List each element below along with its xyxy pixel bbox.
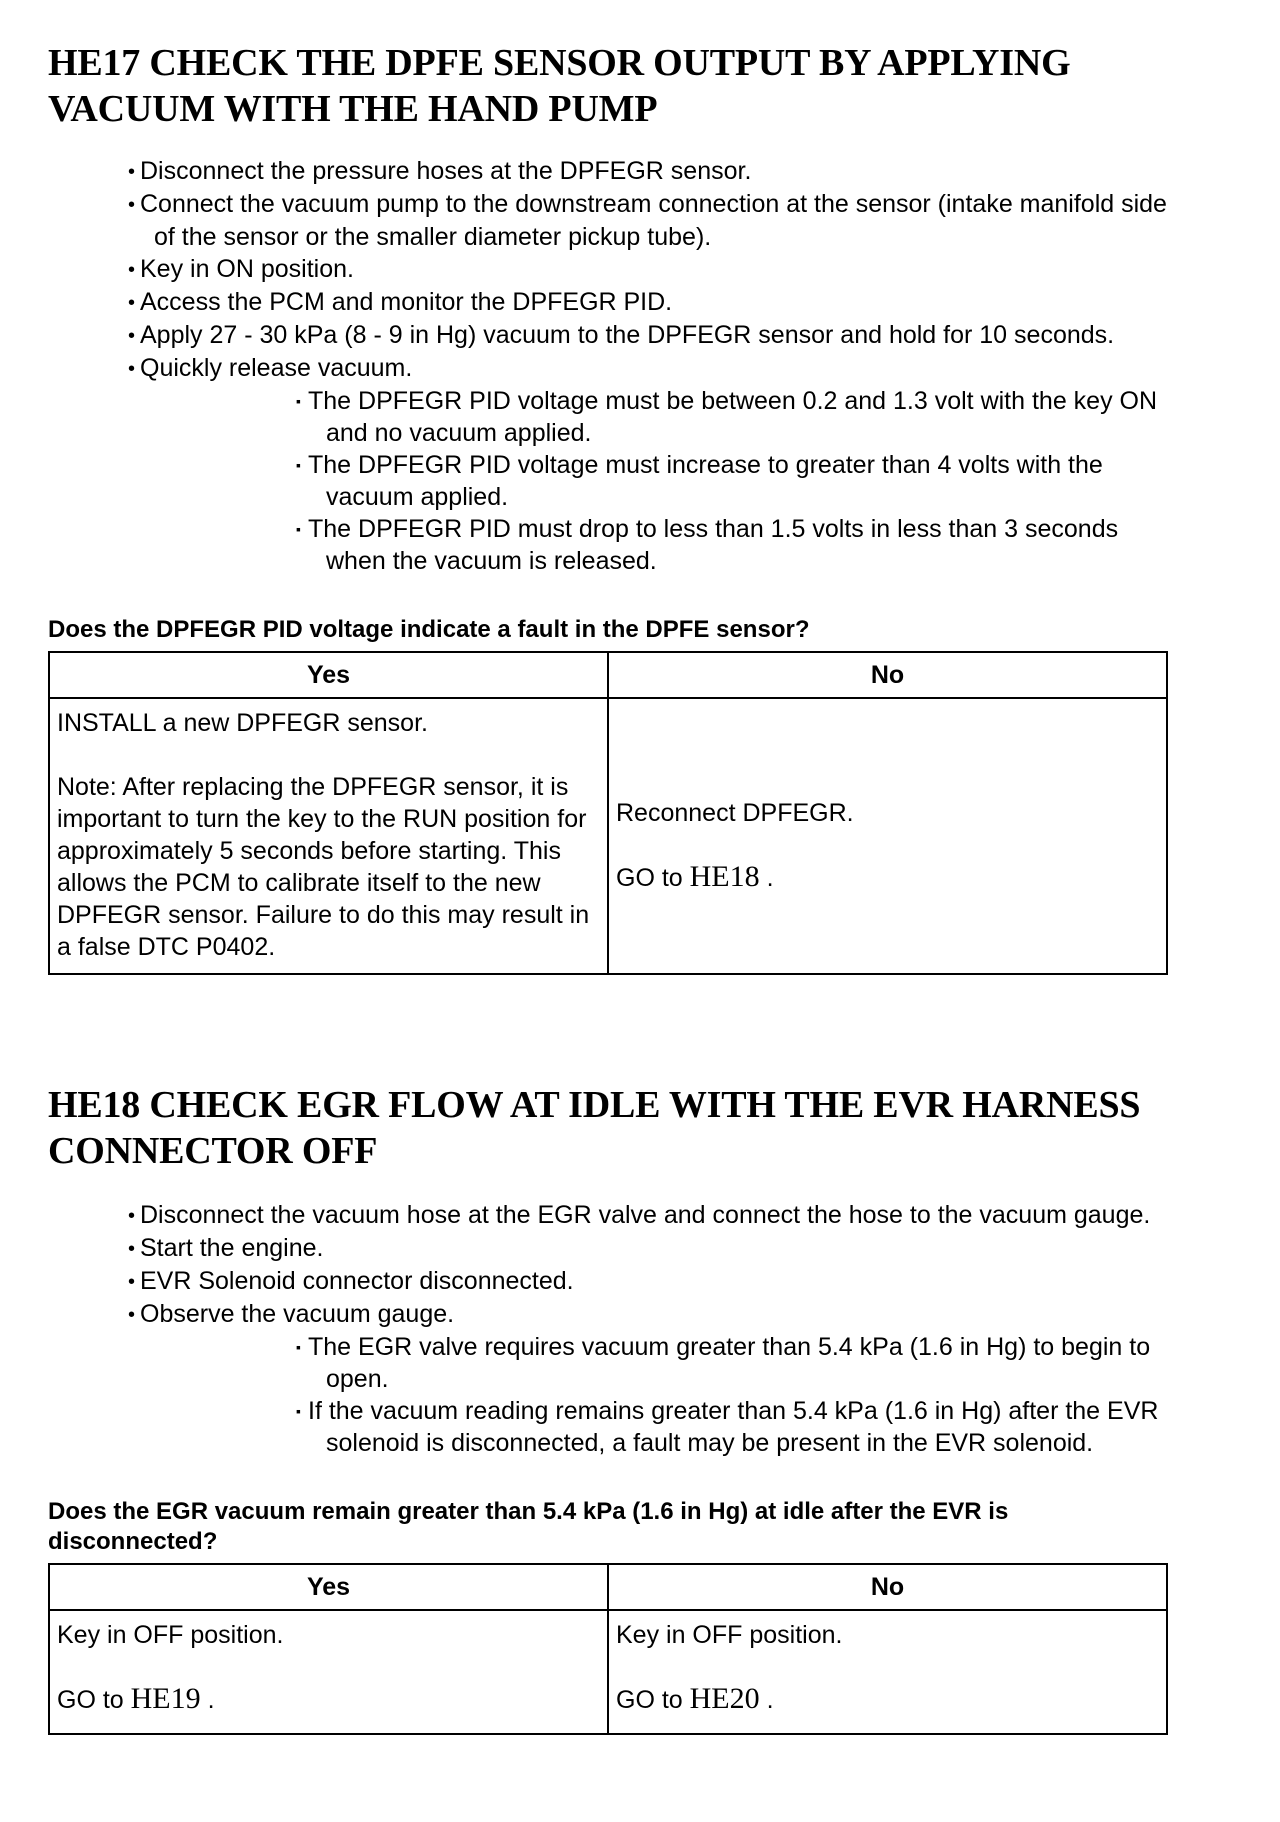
- he18-substep-1: ▪ The EGR valve requires vacuum greater than 5.4 kPa (1.6 in Hg) to begin to open.: [48, 1331, 1178, 1395]
- he17-substep-2: ▪ The DPFEGR PID voltage must increase to greater than 4 volts with the vacuum applied.: [48, 449, 1178, 513]
- he17-no-action: Reconnect DPFEGR.: [616, 798, 854, 827]
- he18-substep-2: ▪ If the vacuum reading remains greater than 5.4 kPa (1.6 in Hg) after the EVR solenoid is disconnected, a fault may be present in the EVR solenoid.: [48, 1395, 1178, 1459]
- he17-title-line2: VACUUM WITH THE HAND PUMP: [48, 88, 658, 130]
- he18-yes-gap: [57, 1651, 601, 1683]
- he18-yes-cell: [49, 1610, 608, 1734]
- he18-link[interactable]: HE18: [689, 859, 760, 893]
- he17-step-list: [48, 155, 1178, 577]
- he18-yes-goto-suffix: .: [200, 1686, 215, 1714]
- he17-yes-cell: [49, 698, 608, 974]
- he18-decision-table: [48, 1563, 1168, 1735]
- he18-yes-action: Key in OFF position.: [57, 1621, 284, 1649]
- he18-no-goto-prefix: GO to: [616, 1686, 690, 1714]
- he17-step-3: • Key in ON position.: [48, 253, 1178, 286]
- he17-no-goto: [616, 861, 1160, 894]
- he17-section: [48, 40, 1178, 975]
- he17-step-5: • Apply 27 - 30 kPa (8 - 9 in Hg) vacuum to the DPFEGR sensor and hold for 10 seconds.: [48, 319, 1178, 352]
- he17-table-header-row: [49, 652, 1167, 698]
- he18-no-cell: [608, 1610, 1167, 1734]
- he17-title-line1: HE17 CHECK THE DPFE SENSOR OUTPUT BY APPLYING: [48, 42, 1071, 84]
- he17-no-goto-suffix: .: [759, 863, 774, 892]
- he18-no-goto-suffix: .: [759, 1686, 774, 1714]
- he17-yes-gap: [57, 739, 601, 771]
- he17-substep-3: ▪ The DPFEGR PID must drop to less than 1.5 volts in less than 3 seconds when the vacuum is released.: [48, 513, 1178, 577]
- he17-step-4: • Access the PCM and monitor the DPFEGR PID.: [48, 286, 1178, 319]
- he18-step-3: • EVR Solenoid connector disconnected.: [48, 1265, 1178, 1298]
- he18-title: [48, 1082, 1178, 1174]
- he18-title-line2: CONNECTOR OFF: [48, 1130, 378, 1172]
- he18-yes-header: Yes: [49, 1564, 608, 1610]
- he18-yes-goto-prefix: GO to: [57, 1686, 131, 1714]
- he18-step-1: • Disconnect the vacuum hose at the EGR valve and connect the hose to the vacuum gauge.: [48, 1199, 1178, 1232]
- he17-yes-note: Note: After replacing the DPFEGR sensor, it is important to turn the key to the RUN position for approximately 5 seconds before starting. This allows the PCM to calibrate itself to the new DPFEGR sensor. Failure to do this may result in a false DTC P0402.: [57, 773, 590, 961]
- he18-table-header-row: [49, 1564, 1167, 1610]
- he17-step-1: • Disconnect the pressure hoses at the DPFEGR sensor.: [48, 155, 1178, 188]
- he17-no-header: No: [608, 652, 1167, 698]
- he17-decision-table: [48, 651, 1168, 975]
- he18-table-row: [49, 1610, 1167, 1734]
- he18-title-line1: HE18 CHECK EGR FLOW AT IDLE WITH THE EVR HARNESS: [48, 1084, 1141, 1126]
- he17-no-gap: [616, 829, 1160, 861]
- he18-step-4: • Observe the vacuum gauge.: [48, 1298, 1178, 1331]
- he17-no-goto-prefix: GO to: [616, 863, 690, 892]
- he18-no-action: Key in OFF position.: [616, 1621, 843, 1649]
- he18-no-gap: [616, 1651, 1160, 1683]
- he18-no-goto: [616, 1683, 1160, 1716]
- he19-link[interactable]: HE19: [130, 1682, 201, 1715]
- he17-title: [48, 40, 1178, 132]
- he17-yes-action: INSTALL a new DPFEGR sensor.: [57, 709, 428, 737]
- he18-yes-goto: [57, 1683, 601, 1716]
- he17-question: Does the DPFEGR PID voltage indicate a fault in the DPFE sensor?: [48, 616, 810, 643]
- he17-step-6: • Quickly release vacuum.: [48, 352, 1178, 385]
- he20-link[interactable]: HE20: [689, 1682, 760, 1715]
- he18-step-list: [48, 1199, 1178, 1459]
- he17-table-row: [49, 698, 1167, 974]
- he17-step-2: • Connect the vacuum pump to the downstream connection at the sensor (intake manifold side of the sensor or the smaller diameter pickup tube).: [48, 188, 1178, 253]
- he17-substep-1: ▪ The DPFEGR PID voltage must be between 0.2 and 1.3 volt with the key ON and no vacuum applied.: [48, 385, 1178, 449]
- he18-no-header: No: [608, 1564, 1167, 1610]
- he18-step-2: • Start the engine.: [48, 1232, 1178, 1265]
- he17-no-cell: [608, 698, 1167, 974]
- he18-question: Does the EGR vacuum remain greater than 5.4 kPa (1.6 in Hg) at idle after the EVR is disconnected?: [48, 1498, 1009, 1555]
- he17-yes-header: Yes: [49, 652, 608, 698]
- he18-section: [48, 1082, 1178, 1735]
